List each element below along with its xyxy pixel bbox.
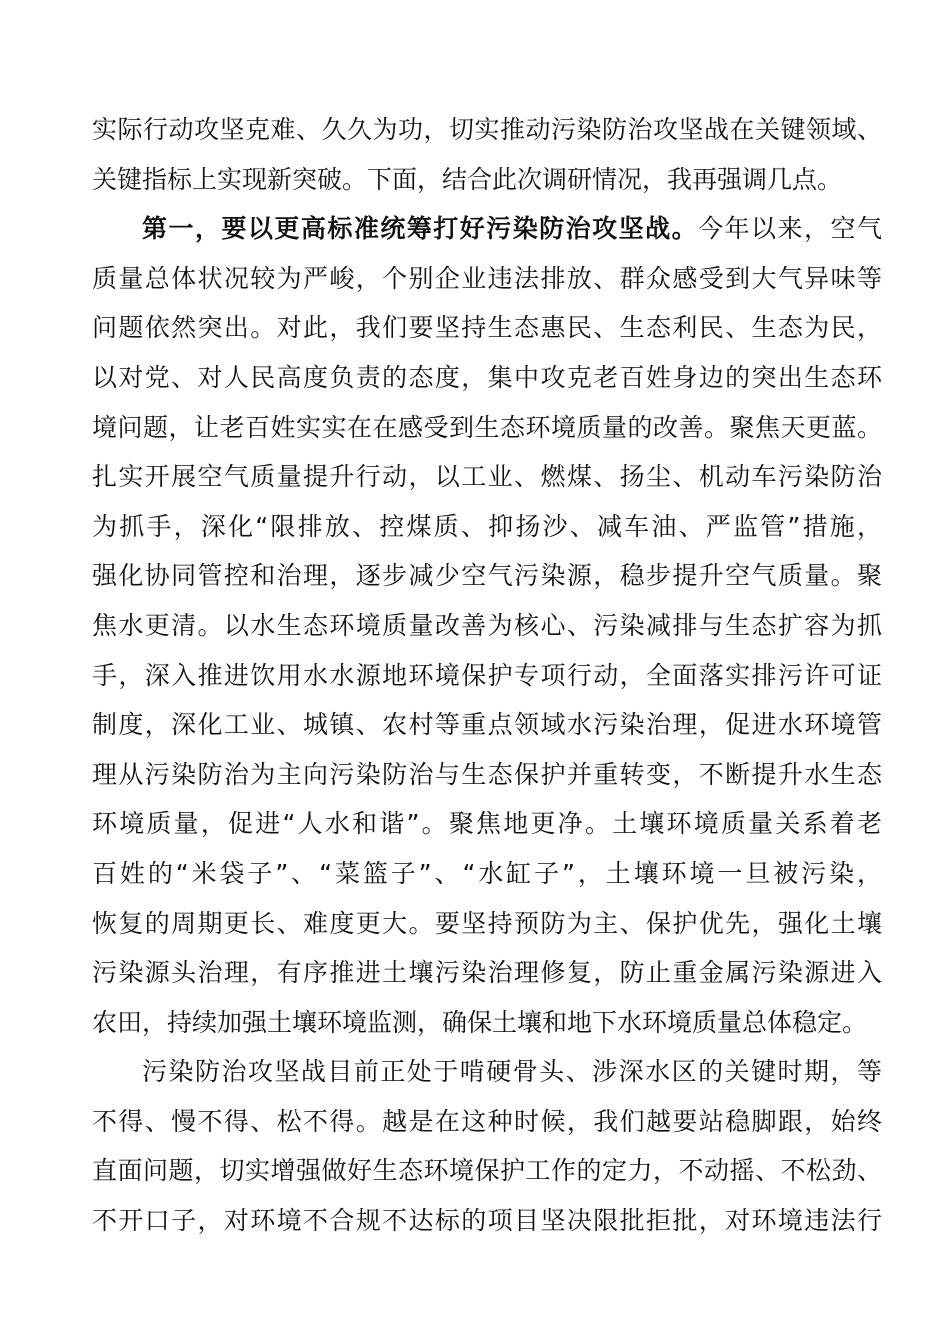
text-line-23: 不开口子，对环境不合规不达标的项目坚决限批拒批，对环境违法行 [92, 1206, 882, 1236]
text-line-3 [92, 204, 882, 254]
text-line-17: 恢复的周期更长、难度更大。要坚持预防为主、保护优先，强化土壤 [92, 908, 882, 938]
text-line-20: 污染防治攻坚战目前正处于啃硬骨头、涉深水区的关键时期，等 [142, 1057, 882, 1087]
text-line-10: 强化协同管控和治理，逐步减少空气污染源，稳步提升空气质量。聚 [92, 561, 882, 591]
text-line-18: 污染源头治理，有序推进土壤污染治理修复，防止重金属污染源进入 [92, 958, 882, 988]
text-line-13: 制度，深化工业、城镇、农村等重点领域水污染治理，促进水环境管 [92, 710, 882, 740]
text-line-11: 焦水更清。以水生态环境质量改善为核心、污染减排与生态扩容为抓 [92, 610, 882, 640]
text-line-2: 关键指标上实现新突破。下面，结合此次调研情况，我再强调几点。 [92, 164, 843, 194]
text-line-16: 百姓的“米袋子”、“菜篮子”、“水缸子”，土壤环境一旦被污染， [92, 858, 882, 888]
text-line-3-rest: 今年以来，空气 [698, 214, 882, 244]
section-heading-first: 第一，要以更高标准统筹打好污染防治攻坚战。 [142, 214, 699, 244]
text-line-1: 实际行动攻坚克难、久久为功，切实推动污染防治攻坚战在关键领域、 [92, 115, 882, 144]
text-line-4: 质量总体状况较为严峻，个别企业违法排放、群众感受到大气异味等 [92, 263, 882, 293]
text-line-19: 农田，持续加强土壤环境监测，确保土壤和地下水环境质量总体稳定。 [92, 1007, 868, 1037]
text-line-6: 以对党、对人民高度负责的态度，集中攻克老百姓身边的突出生态环 [92, 362, 882, 392]
text-line-8: 扎实开展空气质量提升行动，以工业、燃煤、扬尘、机动车污染防治 [92, 462, 882, 492]
text-line-5: 问题依然突出。对此，我们要坚持生态惠民、生态利民、生态为民， [92, 313, 882, 343]
text-line-12: 手，深入推进饮用水水源地环境保护专项行动，全面落实排污许可证 [92, 660, 882, 690]
text-line-22: 直面问题，切实增强做好生态环境保护工作的定力，不动摇、不松劲、 [92, 1156, 882, 1186]
text-line-21: 不得、慢不得、松不得。越是在这种时候，我们越要站稳脚跟，始终 [92, 1106, 882, 1136]
text-line-7: 境问题，让老百姓实实在在感受到生态环境质量的改善。聚焦天更蓝。 [92, 412, 882, 442]
text-line-15: 环境质量，促进“人水和谐”。聚焦地更净。土壤环境质量关系着老 [92, 809, 882, 839]
text-line-14: 理从污染防治为主向污染防治与生态保护并重转变，不断提升水生态 [92, 759, 882, 789]
document-body [92, 105, 882, 1246]
text-line-9: 为抓手，深化“限排放、控煤质、抑扬沙、减车油、严监管”措施， [92, 511, 882, 541]
